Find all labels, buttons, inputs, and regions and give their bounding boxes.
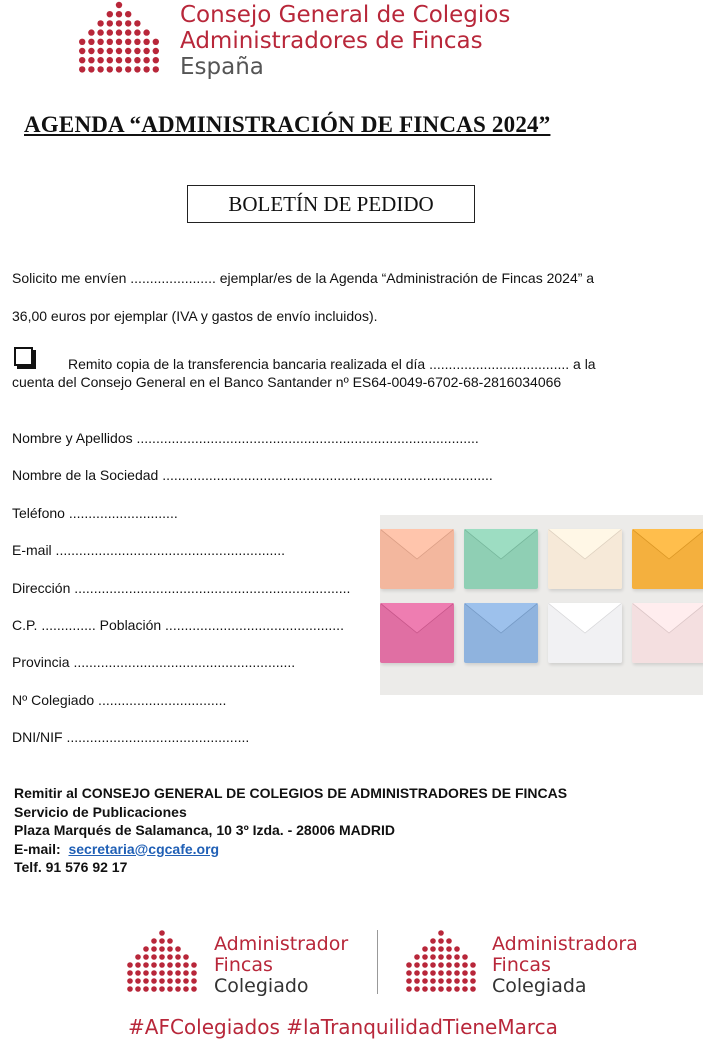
hashtags: #AFColegiados #laTranquilidadTieneMarca — [128, 1015, 558, 1039]
org-logo-icon — [74, 0, 164, 80]
envelope-icon — [464, 603, 538, 663]
colegiada-logo-icon — [403, 928, 479, 998]
org-name-line3: España — [180, 54, 264, 80]
envelope-icon — [380, 603, 454, 663]
envelope-icon — [380, 529, 454, 589]
colegiado-line3: Colegiado — [214, 975, 309, 997]
order-form-heading: BOLETÍN DE PEDIDO — [187, 185, 475, 223]
logo-divider — [377, 930, 378, 994]
transfer-line-2: cuenta del Consejo General en el Banco Santander nº ES64-0049-6702-68-2816034066 — [12, 374, 562, 390]
colegiada-line2: Fincas — [492, 954, 551, 976]
envelope-icon — [632, 603, 703, 663]
transfer-line-1: Remito copia de la transferencia bancaria realizada el día .................................... a la — [68, 356, 596, 372]
field-postal-code-city[interactable]: C.P. .............. Población .............................................. — [12, 617, 344, 633]
field-address[interactable]: Dirección ....................................................................... — [12, 580, 351, 596]
email-label: E-mail: — [14, 840, 61, 857]
envelope-icon — [548, 529, 622, 589]
request-line-2: 36,00 euros por ejemplar (IVA y gastos de envío incluidos). — [12, 308, 378, 324]
envelope-icon — [548, 603, 622, 663]
org-name-line1: Consejo General de Colegios — [180, 2, 511, 28]
request-line-1: Solicito me envíen ...................... ejemplar/es de la Agenda “Administración de Fincas 2024” a — [12, 270, 595, 286]
envelopes-image — [380, 515, 703, 695]
remit-line-3: Plaza Marqués de Salamanca, 10 3º Izda. - 28006 MADRID — [14, 822, 395, 838]
colegiado-line1: Administrador — [214, 933, 349, 955]
colegiado-logo-text — [214, 934, 348, 997]
remit-line-1: Remitir al CONSEJO GENERAL DE COLEGIOS DE ADMINISTRADORES DE FINCAS — [14, 785, 568, 801]
colegiado-line2: Fincas — [214, 954, 273, 976]
field-full-name[interactable]: Nombre y Apellidos ........................................................................................ — [12, 430, 479, 446]
field-province[interactable]: Provincia ......................................................... — [12, 654, 296, 670]
colegiada-logo-text — [492, 934, 638, 997]
colegiada-line3: Colegiada — [492, 975, 587, 997]
org-name-line2: Administradores de Fincas — [180, 28, 483, 54]
envelope-icon — [632, 529, 703, 589]
field-email[interactable]: E-mail ........................................................... — [12, 542, 286, 558]
remit-email-row — [14, 840, 567, 859]
remit-line-2: Servicio de Publicaciones — [14, 803, 187, 820]
colegiado-logo-icon — [124, 928, 200, 998]
org-name — [180, 2, 510, 80]
document-title: AGENDA “ADMINISTRACIÓN DE FINCAS 2024” — [24, 112, 551, 137]
field-company-name[interactable]: Nombre de la Sociedad ..................................................................................... — [12, 467, 493, 483]
transfer-checkbox[interactable] — [14, 347, 33, 366]
field-id-number[interactable]: DNI/NIF ............................................... — [12, 729, 250, 745]
field-member-number[interactable]: Nº Colegiado ................................. — [12, 692, 227, 708]
remit-address-block — [14, 784, 567, 877]
colegiada-line1: Administradora — [492, 933, 638, 955]
email-link[interactable]: secretaria@cgcafe.org — [68, 840, 220, 857]
remit-phone: Telf. 91 576 92 17 — [14, 859, 128, 875]
field-phone[interactable]: Teléfono ............................ — [12, 505, 178, 521]
envelope-icon — [464, 529, 538, 589]
